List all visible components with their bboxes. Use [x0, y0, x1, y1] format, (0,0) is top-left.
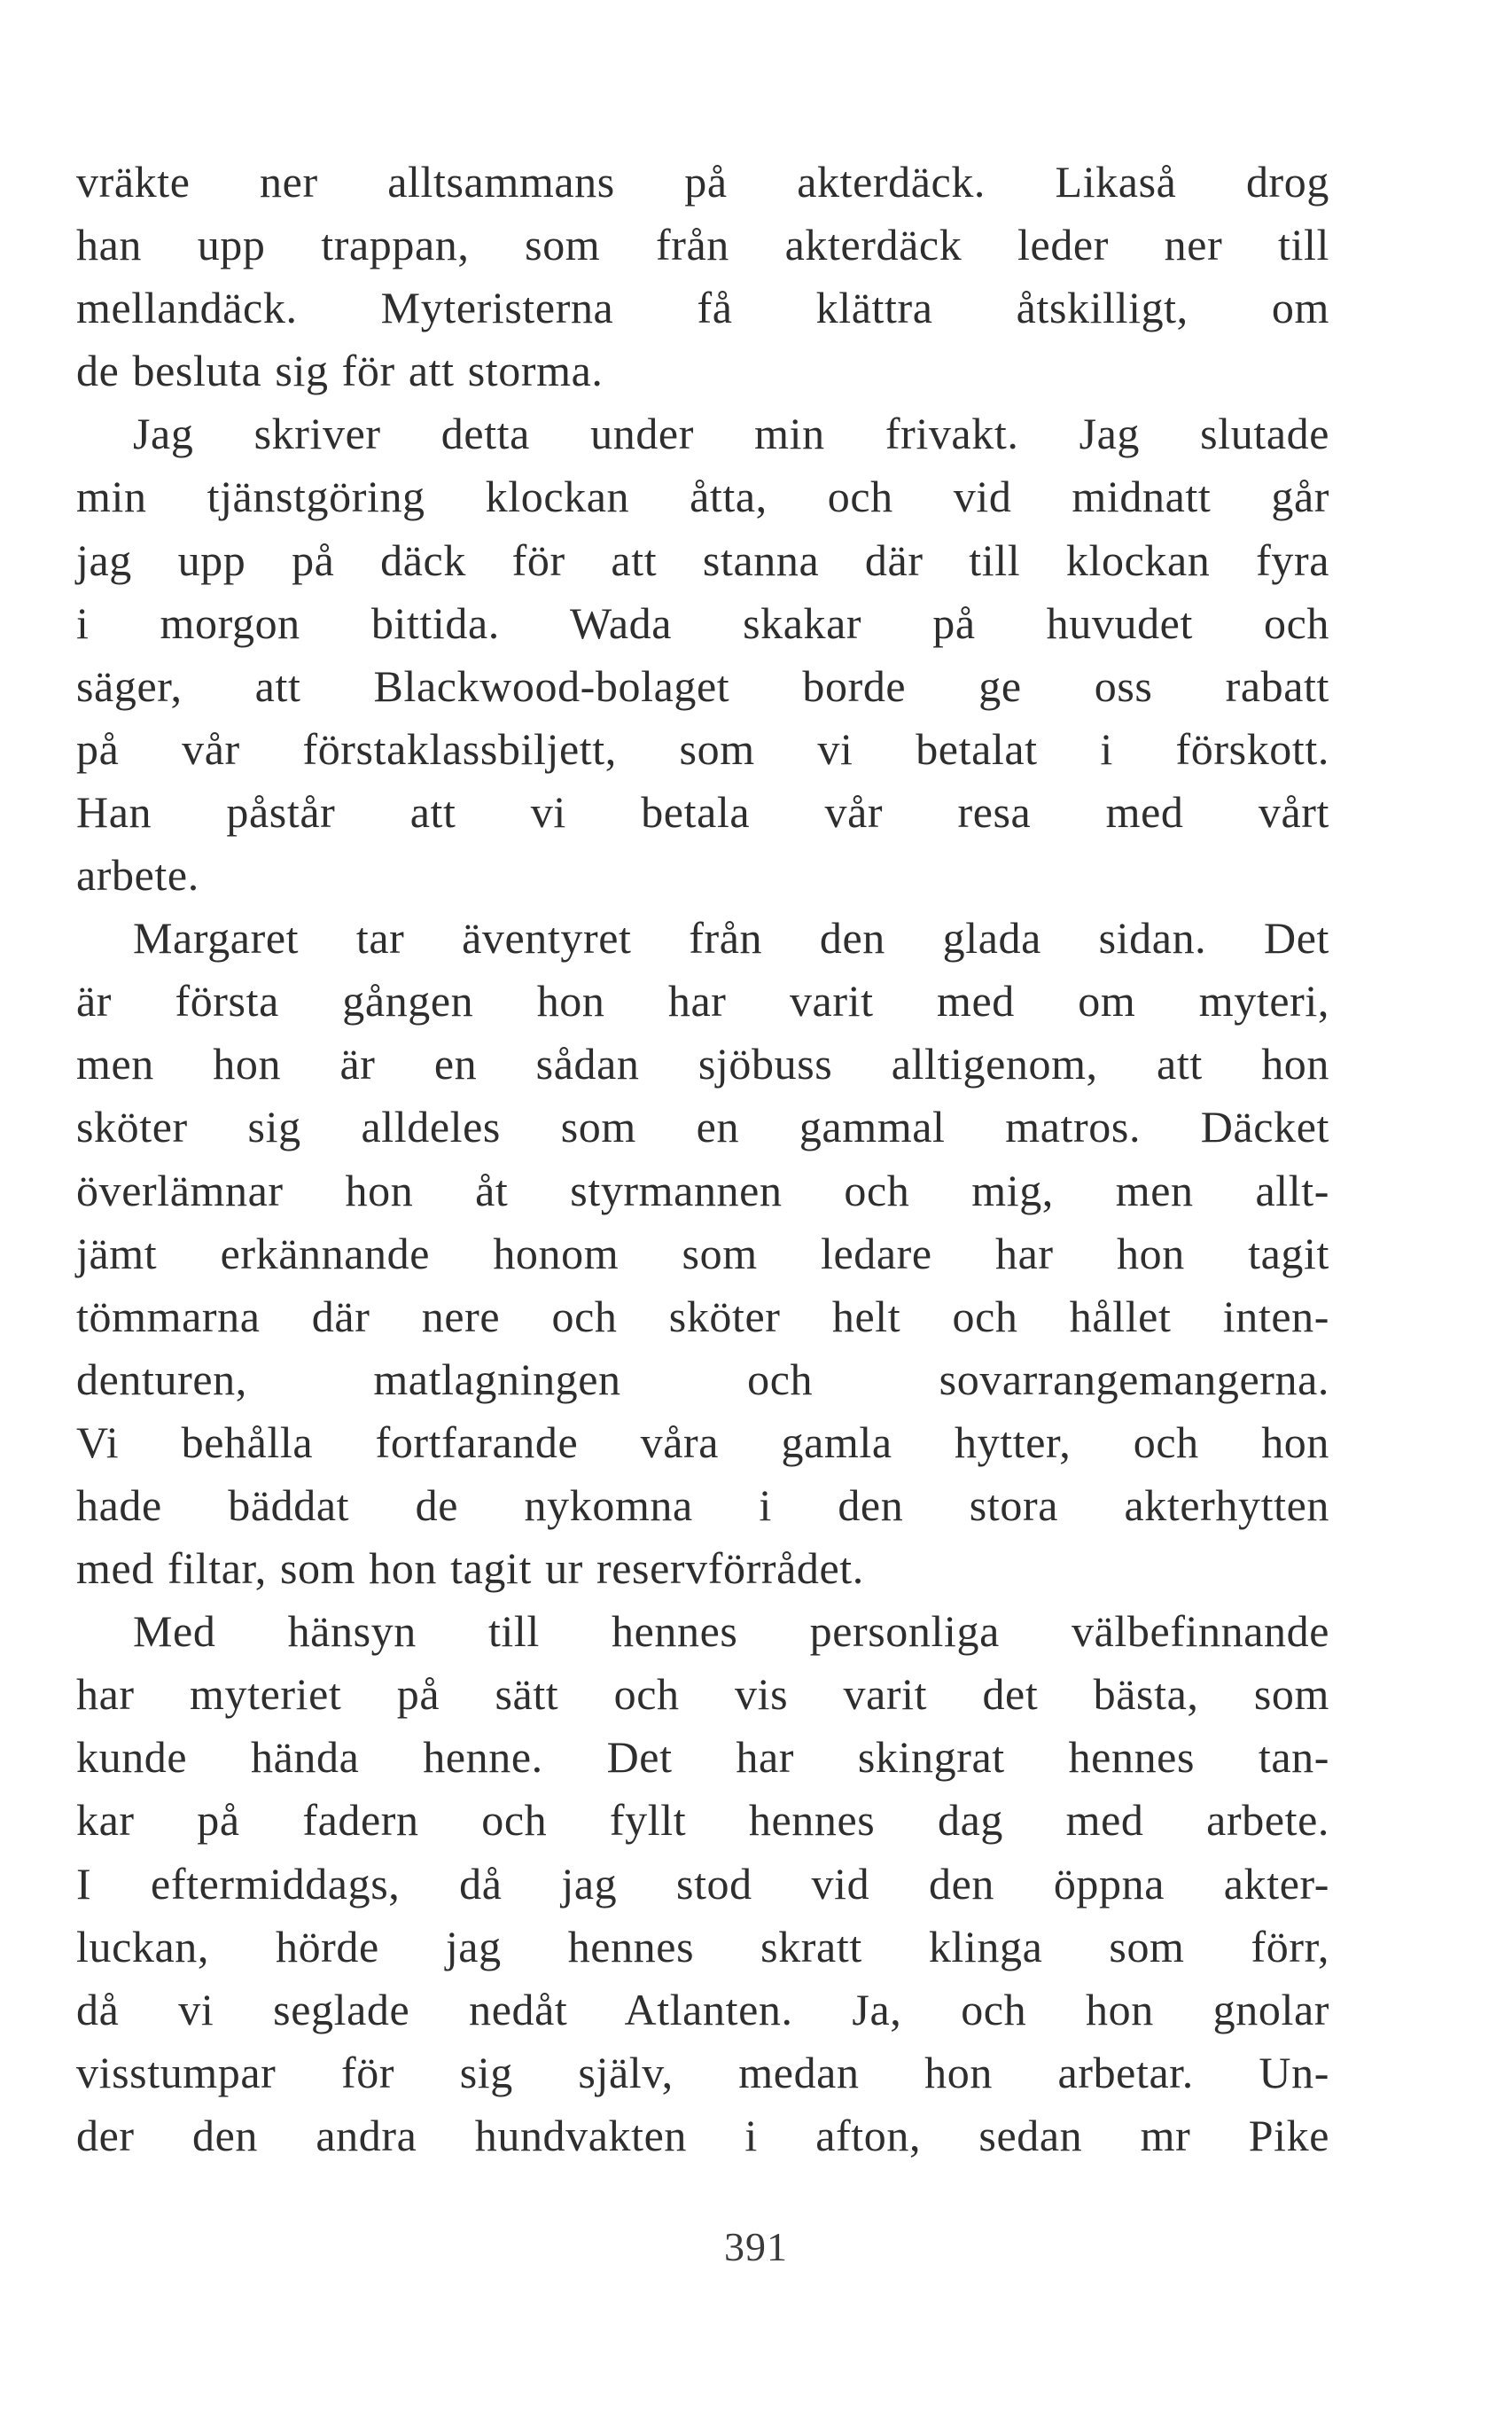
text-line: har myteriet på sätt och vis varit det bästa, som	[76, 1669, 1329, 1720]
text-line: I eftermiddags, då jag stod vid den öppna akter-	[76, 1858, 1329, 1909]
text-line: då vi seglade nedåt Atlanten. Ja, och hon gnolar	[76, 1984, 1329, 2034]
text-line: med filtar, som hon tagit ur reservförrådet.	[76, 1543, 864, 1594]
body-text	[76, 151, 1329, 2167]
text-line: överlämnar hon åt styrmannen och mig, men allt-	[76, 1165, 1329, 1215]
text-line: i morgon bittida. Wada skakar på huvudet och	[76, 597, 1329, 648]
text-line: han upp trappan, som från akterdäck leder ner till	[76, 220, 1329, 270]
text-line: men hon är en sådan sjöbuss alltigenom, att hon	[76, 1039, 1329, 1089]
text-line: hade bäddat de nykomna i den stora akterhytten	[76, 1479, 1329, 1530]
text-line: kunde hända henne. Det har skingrat hennes tan-	[76, 1732, 1329, 1783]
text-line: mellandäck. Myteristerna få klättra åtskilligt, om	[76, 283, 1329, 333]
text-line: visstumpar för sig själv, medan hon arbetar. Un-	[76, 2047, 1329, 2097]
text-line: jag upp på däck för att stanna där till klockan fyra	[76, 535, 1329, 585]
text-line: är första gången hon har varit med om myteri,	[76, 976, 1329, 1027]
text-line: min tjänstgöring klockan åtta, och vid midnatt går	[76, 472, 1329, 522]
text-line: der den andra hundvakten i afton, sedan mr Pike	[76, 2110, 1329, 2160]
text-line: arbete.	[76, 850, 199, 901]
text-line: Med hänsyn till hennes personliga välbefinnande	[133, 1606, 1329, 1657]
text-line: Han påstår att vi betala vår resa med vårt	[76, 786, 1329, 837]
text-line: sköter sig alldeles som en gammal matros. Däcket	[76, 1102, 1329, 1152]
text-line: Margaret tar äventyret från den glada sidan. Det	[133, 913, 1329, 964]
text-line: säger, att Blackwood-bolaget borde ge oss rabatt	[76, 660, 1329, 711]
text-line: denturen, matlagningen och sovarrangemangerna.	[76, 1354, 1329, 1404]
text-line: tömmarna där nere och sköter helt och hållet inten-	[76, 1291, 1329, 1341]
text-line: på vår förstaklassbiljett, som vi betalat i förskott.	[76, 723, 1329, 774]
text-line: de besluta sig för att storma.	[76, 346, 604, 396]
text-line: kar på fadern och fyllt hennes dag med arbete.	[76, 1795, 1329, 1846]
text-line: vräkte ner alltsammans på akterdäck. Likaså drog	[76, 157, 1329, 207]
text-line: jämt erkännande honom som ledare har hon tagit	[76, 1228, 1329, 1278]
text-line: Vi behålla fortfarande våra gamla hytter, och hon	[76, 1417, 1329, 1467]
text-line: luckan, hörde jag hennes skratt klinga som förr,	[76, 1921, 1329, 1971]
page-number: 391	[724, 2224, 788, 2269]
text-line: Jag skriver detta under min frivakt. Jag slutade	[133, 409, 1329, 459]
